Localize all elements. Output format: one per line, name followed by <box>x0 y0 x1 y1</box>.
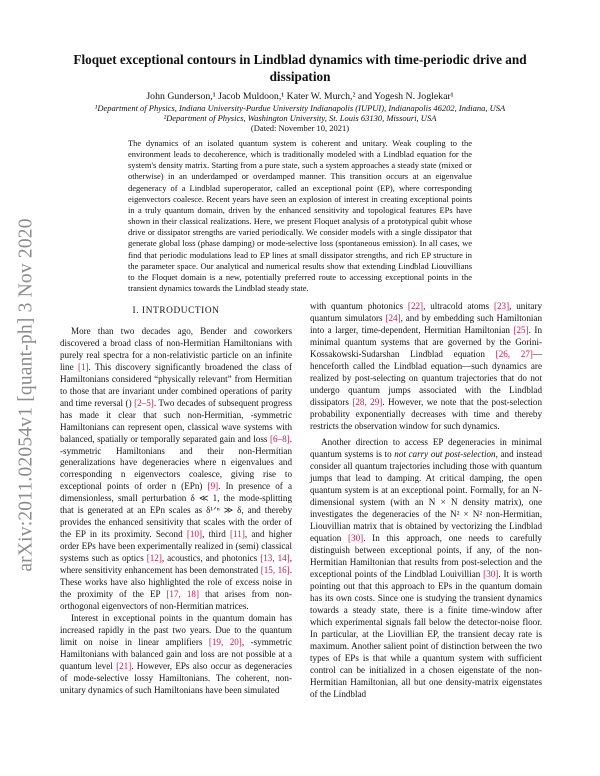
arxiv-identifier-text: arXiv:2011.02054v1 [quant-ph] 3 Nov 2020 <box>16 218 38 572</box>
paper-title <box>60 51 540 85</box>
citation-link[interactable]: [6–8] <box>270 433 290 444</box>
citation-link[interactable]: [23] <box>493 301 510 311</box>
title-line-2: dissipation <box>269 69 331 84</box>
citation-link[interactable]: [9] <box>207 481 219 492</box>
affiliation-2: ²Department of Physics, Washington University, St. Louis 63130, Missouri, USA <box>163 113 437 123</box>
author-list: John Gunderson,¹ Jacob Muldoon,¹ Kater W. Murch,² and Yogesh N. Joglekar¹ <box>146 91 454 102</box>
citation-link[interactable]: [13, 14] <box>260 553 290 564</box>
affiliation-1: ¹Department of Physics, Indiana University-Purdue University Indianapolis (IUPUI), Indianapolis 46202, Indiana, USA <box>94 103 506 113</box>
citation-link[interactable]: [24] <box>385 312 401 323</box>
citation-link[interactable]: [2–5] <box>134 397 154 408</box>
citation-link[interactable]: [21] <box>116 660 132 671</box>
citation-link[interactable]: [11] <box>230 529 245 540</box>
citation-link[interactable]: [12] <box>146 553 162 564</box>
intro-paragraph-1: More than two decades ago, Bender and coworkers discovered a broad class of non-Hermitian Hamiltonians with purely real spectra for a non-relativistic particle on an infinite line [1]. This discovery significantly broadened the class of Hamiltonians considered “physically relevant” from Hermitian to those that are invariant under combined operations of parity and time reversal () [2–5]. Two decades of subsequent progress has made it clear that such non-Hermitian, -symmetric Hamiltonians can represent open, classical wave systems with balanced, spatially or temporally separated gain and loss [6–8]. -symmetric Hamiltonians and their non-Hermitian generalizations have degeneracies where n eigenvalues and corresponding n eigenvectors coalesce, giving rise to exceptional points of order n (EPn) [9]. In presence of a dimensionless, small perturbation δ ≪ 1, the mode-splitting that is generated at an EPn scales as δ¹ᐟⁿ ≫ δ, and thereby provides the enhanced sensitivity that scales with the order of the EP in its proximity. Second [10], third [11], and higher order EPs have been experimentally realized in (semi) classical systems such as optics [12], acoustics, and photonics [13, 14], where sensitivity enhancement has been demonstrated [15, 16]. These works have also highlighted the role of excess noise in the proximity of the EP [17, 18] that arises from non-orthogonal eigenvectors of non-Hermitian matrices. <box>60 326 293 611</box>
title-line-1: Floquet exceptional contours in Lindblad dynamics with time-periodic drive and <box>73 52 527 67</box>
citation-link[interactable]: [25] <box>513 324 529 335</box>
intro-paragraph-3: Another direction to access EP degeneracies in minimal quantum systems is to not carry out post-selection, and instead consider all quantum trajectories including those with quantum jumps that lead to damping. At critical damping, the open quantum system is at an exceptional point. Formally, for an N-dimensional system (with an N × N density matrix), one investigates the degeneracies of the N² × N² non-Hermitian, Liouvillian matrix that is obtained by vectorizing the Lindblad equation [30]. In this approach, one needs to carefully distinguish between exceptional points, if any, of the non-Hermitian Hamiltonian that results from post-selection and the exceptional points of the Lindblad Louivillian [30]. It is worth pointing out that this approach to EPs in the quantum domain has its own costs. Since one is studying the transient dynamics towards a steady state, there is a finite time-window after which experimental signals fall below the detector-noise floor. In particular, at the Liovillian EP, the transient decay rate is maximum. Another salient point of distinction between the two types of EPs is that while a quantum system with sufficient control can be initialized in a chosen eigenstate of the non-Hermitian Hamiltonian, all but one density-matrix eigenstates of the Lindblad <box>310 437 543 699</box>
citation-link[interactable]: [26, 27] <box>495 348 533 359</box>
citation-link[interactable]: [10] <box>186 529 203 540</box>
emphasis: not carry out post-selection <box>394 449 496 460</box>
affiliations <box>60 103 540 133</box>
citation-link[interactable]: [30] <box>348 533 364 544</box>
arxiv-identifier <box>8 195 46 595</box>
citation-link[interactable]: [28, 29] <box>352 396 383 407</box>
citation-link[interactable]: [22] <box>407 301 424 311</box>
right-column <box>310 301 542 700</box>
citation-link[interactable]: [19, 20] <box>208 636 242 647</box>
left-column <box>60 326 292 697</box>
dated-line: (Dated: November 10, 2021) <box>250 123 350 133</box>
section-heading: I. INTRODUCTION <box>132 306 220 316</box>
intro-paragraph-2-continued: with quantum photonics [22], ultracold atoms [23], unitary quantum simulators [24], and by embedding such Hamiltonian into a larger, time-dependent, Hermitian Hamiltonian [25]. In minimal quantum systems that are governed by the Gorini-Kossakowski-Sudarshan Lindblad equation [26, 27]—henceforth called the Lindblad equation—such dynamics are realized by post-selecting on quantum trajectories that do not undergo quantum jumps associated with the Lindblad dissipators [28, 29]. However, we note that the post-selection probability exponentially decreases with time and thereby restricts the observation window for such dynamics. <box>310 301 543 431</box>
citation-link[interactable]: [1] <box>77 361 89 372</box>
citation-link[interactable]: [17, 18] <box>166 588 199 599</box>
abstract: The dynamics of an isolated quantum system is coherent and unitary. Weak coupling to the environment leads to decoherence, which is traditionally modeled with a Lindblad equation for the system's density matrix. Starting from a pure state, such a system approaches a steady state (mixed or otherwise) in an underdamped or overdamped manner. This transition occurs at an eigenvalue degeneracy of a Lindblad superoperator, called an exceptional point (EP), where corresponding eigenvectors coalesce. Recent years have seen an explosion of interest in creating exceptional points in a truly quantum domain, driven by the enhanced sensitivity and topological features EPs have shown in their classical realizations. Here, we present Floquet analysis of a prototypical qubit whose drive or dissipator strengths are varied periodically. We consider models with a single dissipator that generate global loss (phase damping) or mode-selective loss (spontaneous emission). In all cases, we find that periodic modulations lead to EP lines at small dissipator strengths, and rich EP structure in the parameter space. Our analytical and numerical results show that extending Lindblad Liouvillians to the Floquet domain is a new, potentially preferred route to accessing exceptional points in the transient dynamics towards the Lindblad steady state. <box>128 138 472 294</box>
intro-paragraph-2: Interest in exceptional points in the quantum domain has increased rapidly in the past two years. Due to the quantum limit on noise in linear amplifiers [19, 20], -symmetric Hamiltonians with balanced gain and loss are not possible at a quantum level [21]. However, EPs also occur as degeneracies of mode-selective lossy Hamiltonians. The coherent, non-unitary dynamics of such Hamiltonians have been simulated <box>60 612 292 695</box>
citation-link[interactable]: [30] <box>483 568 499 579</box>
citation-link[interactable]: [15, 16] <box>260 565 290 576</box>
